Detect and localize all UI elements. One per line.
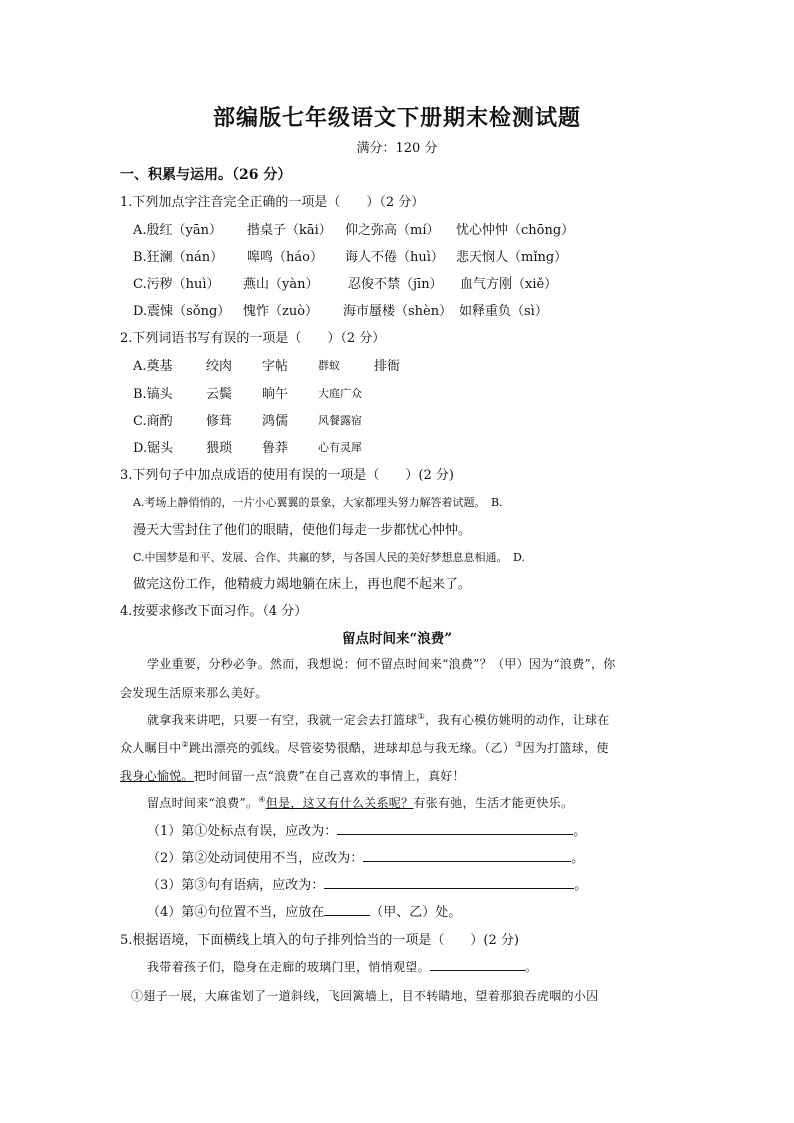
q1-d2: 愧怍（zuò） xyxy=(243,304,319,319)
q5-line2: ①翅子一展，大麻雀划了一道斜线，飞回篱墙上，目不转睛地，望着那狼吞虎咽的小囚 xyxy=(131,989,599,1003)
q1-a1: A.殷红（yān） xyxy=(133,223,222,238)
essay-p2-line1 xyxy=(147,711,610,728)
q1-c1: C.污秽（huì） xyxy=(133,277,220,292)
sub-text: （2）第②处动词使用不当，应改为： xyxy=(147,851,364,866)
q3-option-c: C.中国梦是和平、发展、合作、共赢的梦，与各国人民的美好梦想息息相通。 D. xyxy=(133,551,525,564)
q2-c4: 风餐露宿 xyxy=(318,414,362,427)
essay-text: 跳出漂亮的弧线。尽管姿势很酷，进球却总与我无缘。（乙） xyxy=(189,741,516,755)
sub-text: （1）第①处标点有误，应改为： xyxy=(147,824,338,839)
sub-text: （3）第③句有语病，应改为： xyxy=(147,878,325,893)
mark-3: ③ xyxy=(515,740,523,749)
q4-sub1 xyxy=(147,820,586,839)
q2-a1: A.奠基 xyxy=(133,359,173,374)
q4-sub3 xyxy=(147,874,587,893)
q3-option-a: A.考场上静悄悄的，一片小心翼翼的景象，大家都埋头努力解答着试题。 B. xyxy=(133,496,503,509)
q4-stem: 4.按要求修改下面习作。（4 分） xyxy=(120,604,308,619)
q5-line1 xyxy=(147,958,537,975)
essay-text: 就拿我来讲吧，只要一有空，我就一定会去打篮球 xyxy=(147,713,418,727)
sub-period: 。 xyxy=(573,824,587,839)
q3-option-b: 漫天大雪封住了他们的眼睛，使他们每走一步都忧心忡忡。 xyxy=(133,523,472,538)
underlined-sentence-4: 但是，这又有什么关系呢？ xyxy=(265,796,414,810)
q1-b2: 嗥鸣（háo） xyxy=(247,250,323,265)
q2-c3: 鸿儒 xyxy=(262,414,289,429)
q2-a2: 绞肉 xyxy=(206,359,233,374)
q5-text: 我带着孩子们，隐身在走廊的玻璃门里，悄悄观望。 xyxy=(147,960,430,974)
q2-b4: 大庭广众 xyxy=(318,387,362,400)
essay-title: 留点时间来“浪费” xyxy=(341,631,453,647)
underlined-sentence-3: 我身心愉悦。 xyxy=(120,769,194,783)
q2-b2: 云鬓 xyxy=(206,387,233,402)
q2-c2: 修葺 xyxy=(206,414,233,429)
q4-sub4 xyxy=(147,901,461,920)
q1-d1: D.震悚（sǒng） xyxy=(133,304,231,319)
essay-text: 留点时间来“浪费”。 xyxy=(147,796,259,810)
answer-blank-4[interactable] xyxy=(324,903,370,916)
score-line: 满分：120 分 xyxy=(356,141,438,156)
essay-text: 有张有弛，生活才能更快乐。 xyxy=(413,796,574,810)
q2-a3: 字帖 xyxy=(262,359,289,374)
q2-stem: 2.下列词语书写有误的一项是（ ）（2 分） xyxy=(120,331,386,346)
essay-p1-line2: 会发现生活原来那么美好。 xyxy=(120,686,268,700)
q1-c3: 忍俊不禁（jīn） xyxy=(348,277,443,292)
essay-text: ，我有心模仿姚明的动作，让球在 xyxy=(425,713,610,727)
sub-period: 。 xyxy=(574,878,588,893)
answer-blank-1[interactable] xyxy=(337,822,573,835)
q1-a4: 忧心忡忡（chōng） xyxy=(456,223,575,238)
page-title: 部编版七年级语文下册期末检测试题 xyxy=(212,105,581,131)
q2-d1: D.锯头 xyxy=(133,441,174,456)
q1-stem: 1.下列加点字注音完全正确的一项是（ ）（2 分） xyxy=(120,195,425,210)
q1-d3: 海市蜃楼（shèn） xyxy=(343,304,453,319)
q1-a2: 揩桌子（kāi） xyxy=(247,223,332,238)
q5-period: 。 xyxy=(524,960,538,974)
essay-p1-line1: 学业重要，分秒必争。然而，我想说：何不留点时间来“浪费”？（甲）因为“浪费”，你 xyxy=(147,657,616,671)
q1-b1: B.狂澜（nán） xyxy=(133,250,224,265)
q2-a5: 排衙 xyxy=(374,359,401,374)
section-heading: 一、积累与运用。（26 分） xyxy=(120,167,292,183)
q1-b3: 诲人不倦（huì） xyxy=(345,250,444,265)
q2-c1: C.商酌 xyxy=(133,414,173,429)
essay-text: 因为打篮球，使 xyxy=(522,741,609,755)
sub-period: 。 xyxy=(571,851,585,866)
answer-blank-2[interactable] xyxy=(363,849,571,862)
q1-d4: 如释重负（sì） xyxy=(459,304,548,319)
sub-text: （甲、乙）处。 xyxy=(370,905,462,920)
sub-text: （4）第④句位置不当，应放在 xyxy=(147,905,325,920)
q3-option-d: 做完这份工作，他精疲力竭地躺在床上，再也爬不起来了。 xyxy=(133,577,472,592)
q2-d3: 鲁莽 xyxy=(262,441,289,456)
q2-d4: 心有灵犀 xyxy=(318,441,362,454)
essay-p3 xyxy=(147,794,573,811)
q5-stem: 5.根据语境，下面横线上填入的句子排列恰当的一项是（ ）(2 分) xyxy=(120,933,519,948)
essay-text: 把时间留一点“浪费”在自己喜欢的事情上，真好！ xyxy=(193,769,465,783)
q1-c4: 血气方刚（xiě） xyxy=(460,277,558,292)
q2-d2: 猥琐 xyxy=(206,441,233,456)
q1-a3: 仰之弥高（mí） xyxy=(345,223,440,238)
q1-b4: 悲天悯人（mǐng） xyxy=(456,250,568,265)
q2-b1: B.镐头 xyxy=(133,387,173,402)
q1-c2: 燕山（yàn） xyxy=(243,277,319,292)
answer-blank-3[interactable] xyxy=(324,876,574,889)
essay-p2-line3 xyxy=(120,767,465,784)
mark-4: ④ xyxy=(258,795,266,804)
answer-blank-5[interactable] xyxy=(430,958,525,971)
essay-text: 众人瞩目中 xyxy=(120,741,182,755)
mark-1: ① xyxy=(417,712,426,721)
q4-sub2 xyxy=(147,847,584,866)
q2-a4: 群蚁 xyxy=(318,359,340,372)
q2-b3: 晌午 xyxy=(262,387,289,402)
mark-2: ② xyxy=(181,740,189,749)
essay-p2-line2 xyxy=(120,739,609,756)
q3-stem: 3.下列句子中加点成语的使用有误的一项是（ ）(2 分) xyxy=(120,468,454,483)
